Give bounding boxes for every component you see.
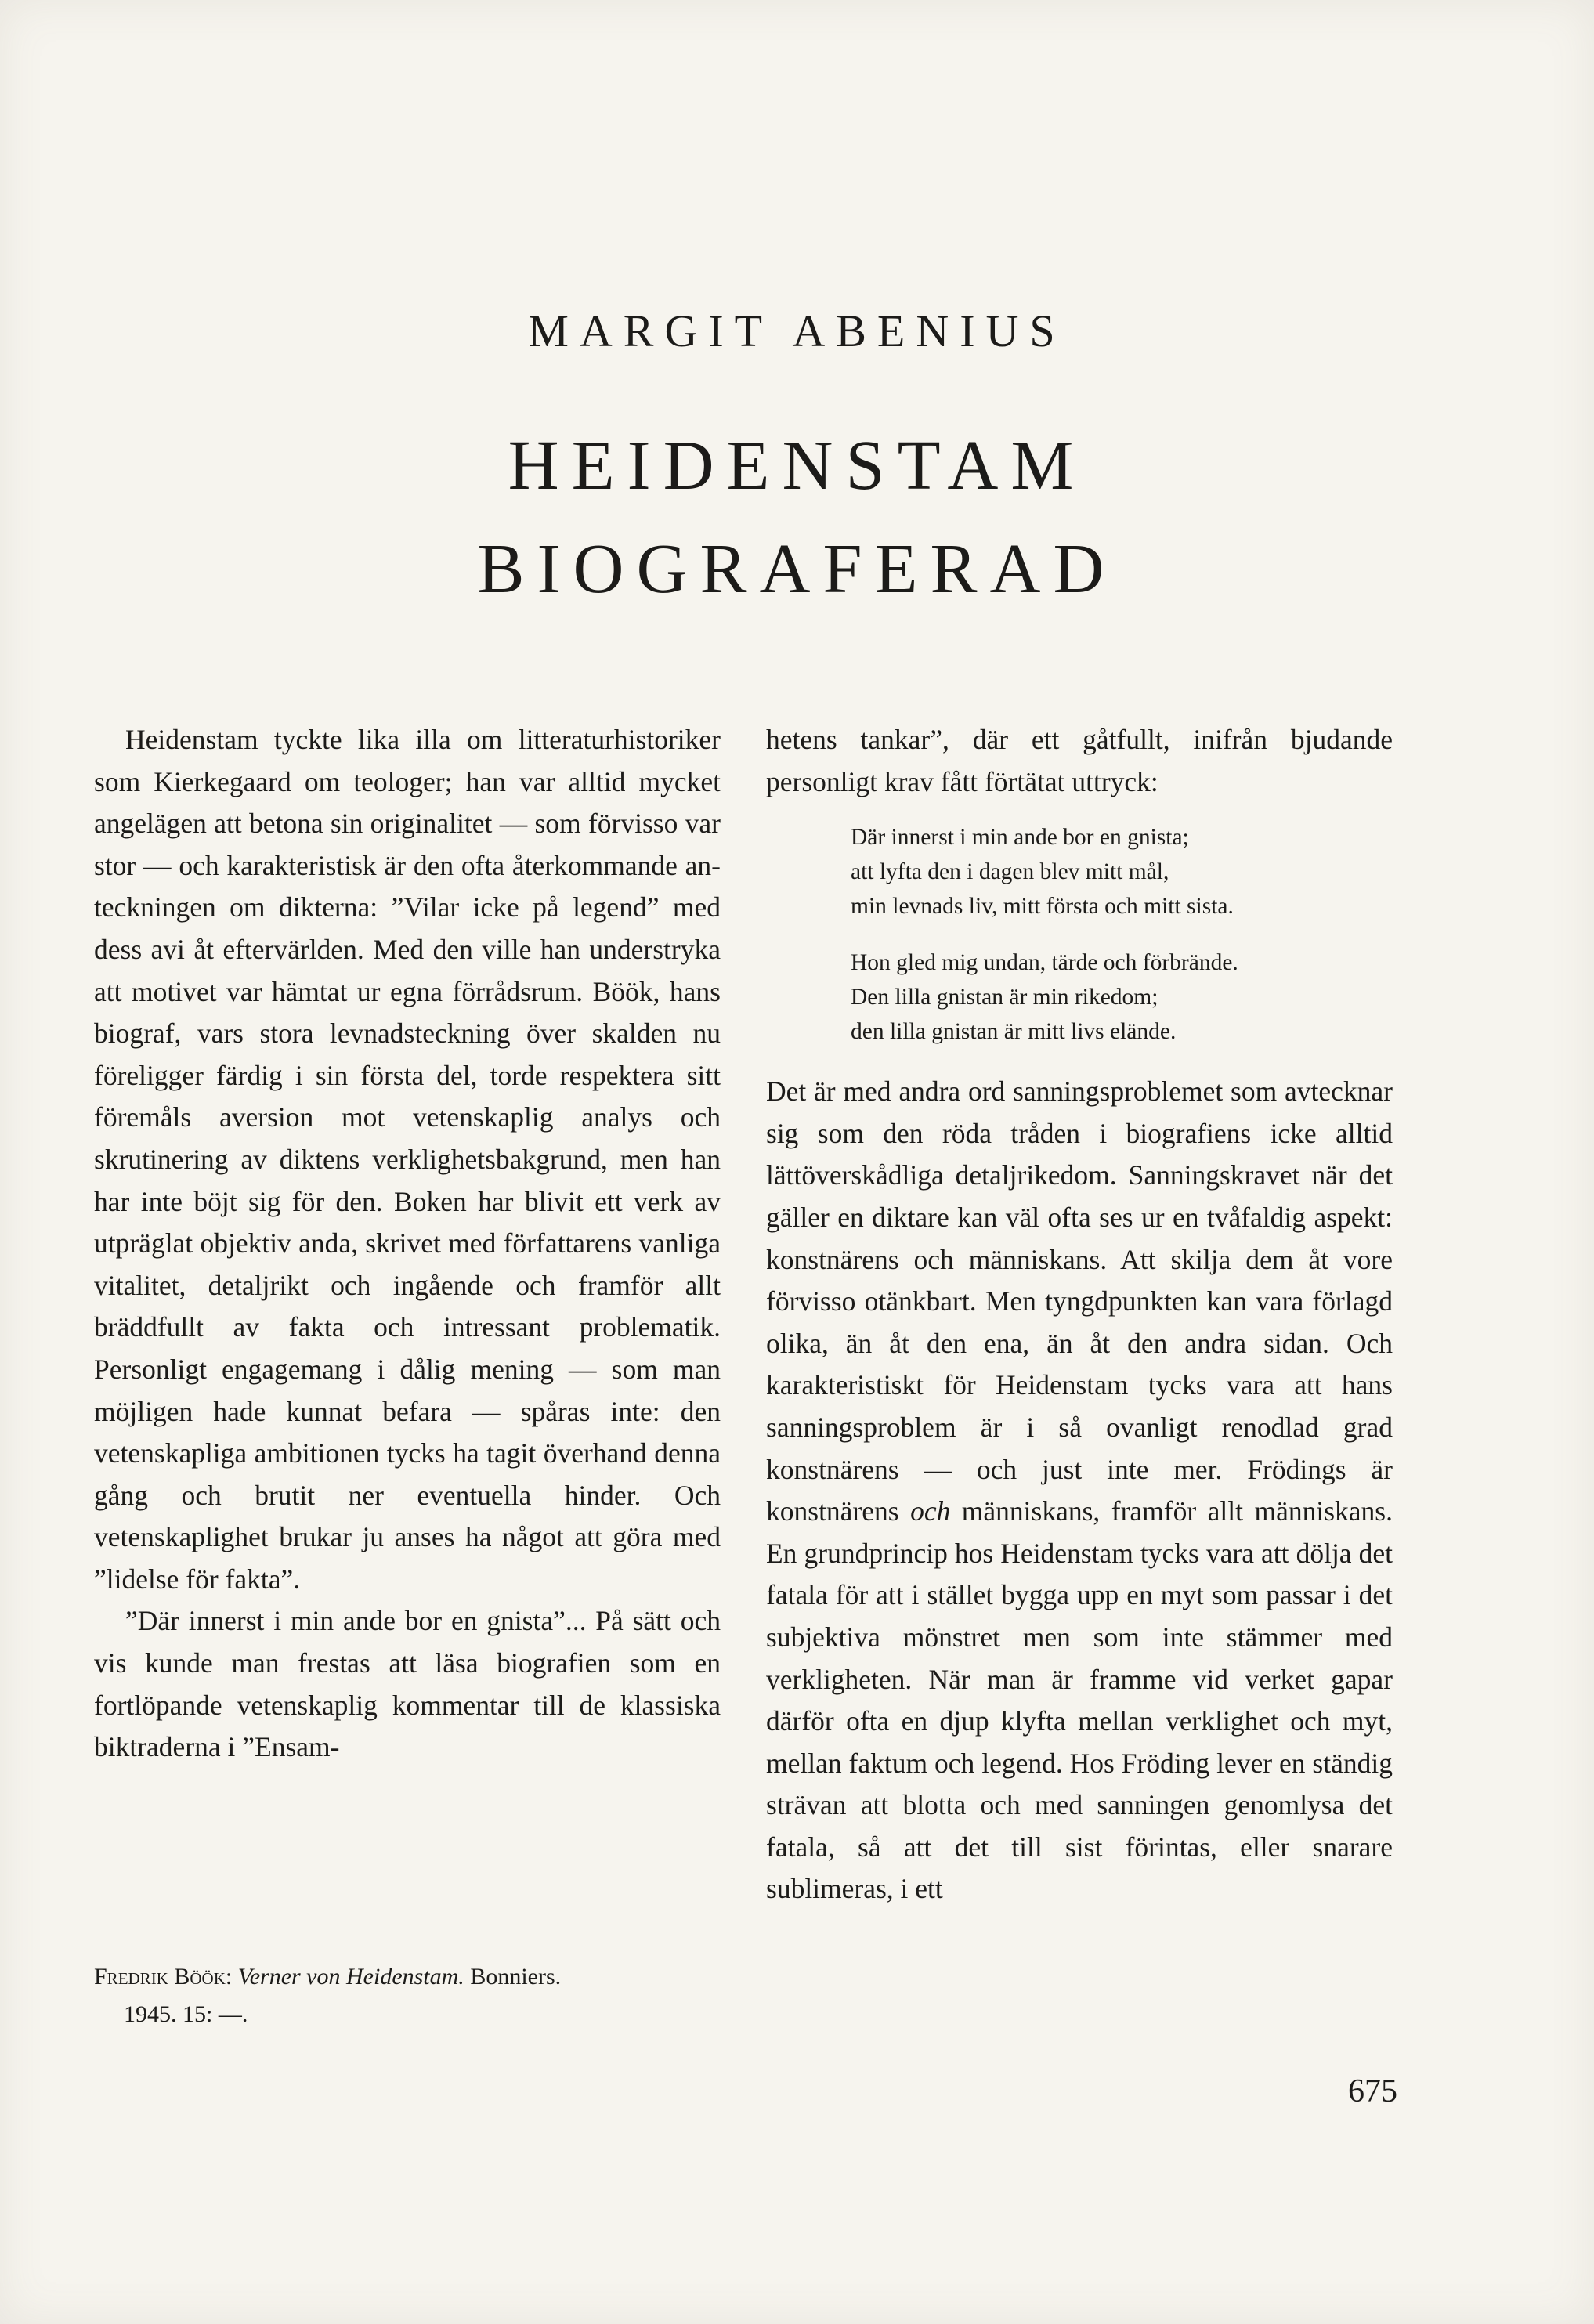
page-number: 675 [1348, 2073, 1397, 2109]
emphasis: och [910, 1495, 951, 1527]
poem-line: Den lilla gnistan är min rikedom; [851, 985, 1158, 1010]
paragraph [766, 1071, 1393, 1910]
paragraph-text: människans, framför allt människans. En grundprincip hos Heidenstam tycks vara att dölja det fatala för att i stället bygga upp en myt som passar i det subjektiva mönstret men som inte stämmer med verkligheten. När man är framme vid verket gapar därför ofta en djup klyfta mellan verklighet och myt, mellan faktum och legend. Hos Fröding lever en ständig strävan att blotta och med sanningen genomlysa det fatala, så att det till sist förintas, eller snarare sublimeras, i ett [766, 1495, 1393, 1905]
paragraph: Heidenstam tyckte lika illa om litteraturhistoriker som Kierkegaard om teologer; han var alltid mycket angelägen att betona sin originalitet — som förvisso var stor — och karakteristisk är den ofta återkommande anteckningen om dikterna: ”Vilar icke på legend” med dess avi åt eftervärlden. Med den ville han understryka att motivet var hämtat ur egna förrådsrum. Böök, hans biograf, vars stora levnadsteckning över skalden nu föreligger färdig i sin första del, torde respektera sitt föremåls aversion mot vetenskaplig analys och skrutinering av diktens verklighetsbakgrund, men han har inte böjt sig för den. Boken har blivit ett verk av utpräglat objektiv anda, skrivet med författarens vanliga vitalitet, detaljrikt och ingående och framför allt bräddfullt av fakta och intressant problematik. Personligt engagemang i dålig mening — som man möjligen hade kunnat befara — spåras inte: den vetenskapliga ambitionen tycks ha tagit överhand denna gång och brutit ner eventuella hinder. Och vetenskaplighet brukar ju anses ha något att göra med ”lidelse för fakta”. [94, 724, 721, 1595]
footnote-author: Fredrik Böök [94, 1964, 226, 1990]
footnote [94, 1958, 728, 2033]
footnote-publisher: Bonniers. [464, 1964, 562, 1990]
poem-line: Hon gled mig undan, tärde och förbrände. [851, 950, 1238, 976]
poem-stanza [851, 820, 1393, 923]
left-column [94, 719, 721, 1769]
poem-line: att lyfta den i dagen blev mitt mål, [851, 859, 1169, 885]
footnote-book-title: Verner von Heidenstam. [237, 1964, 464, 1990]
poem-line: Där innerst i min ande bor en gnista; [851, 825, 1189, 851]
footnote-colon: : [225, 1964, 238, 1990]
footnote-year: 1945. 15: —. [124, 2001, 248, 2027]
article-title-line-2: BIOGRAFERAD [477, 530, 1117, 608]
article-title-line-1: HEIDENSTAM [508, 427, 1086, 504]
paragraph-text: Det är med andra ord sanningsproblemet som avtecknar sig som den röda tråden i biografiens icke alltid lättöverskådliga detaljrikedom. Sanningskravet när det gäller en diktare kan väl ofta ses ur en tvåfaldig aspekt: konstnärens och människans. Att skilja dem åt vore förvisso otänkbart. Men tyngdpunkten kan vara förlagd olika, än åt den ena, än åt den andra sidan. Och karakteristiskt för Heidenstam tycks vara att hans sanningsproblem är i så ovanligt renodlad grad konstnärens — och just inte mer. Frödings är konstnärens [766, 1075, 1393, 1527]
poem-stanza [851, 945, 1393, 1049]
poem-line: den lilla gnistan är mitt livs elände. [851, 1019, 1177, 1045]
author-name: MARGIT ABENIUS [528, 305, 1066, 356]
right-column [766, 719, 1393, 1910]
paragraph: hetens tankar”, där ett gåtfullt, inifrån bjudande personligt krav fått förtätat uttryck: [766, 724, 1393, 797]
poem-quote [851, 820, 1393, 1049]
paragraph: ”Där innerst i min ande bor en gnista”... På sätt och vis kunde man frestas att läsa biografien som en fortlöpande vetenskaplig kommentar till de klassiska biktraderna i ”Ensam- [94, 1605, 721, 1763]
poem-line: min levnads liv, mitt första och mitt sista. [851, 894, 1234, 920]
